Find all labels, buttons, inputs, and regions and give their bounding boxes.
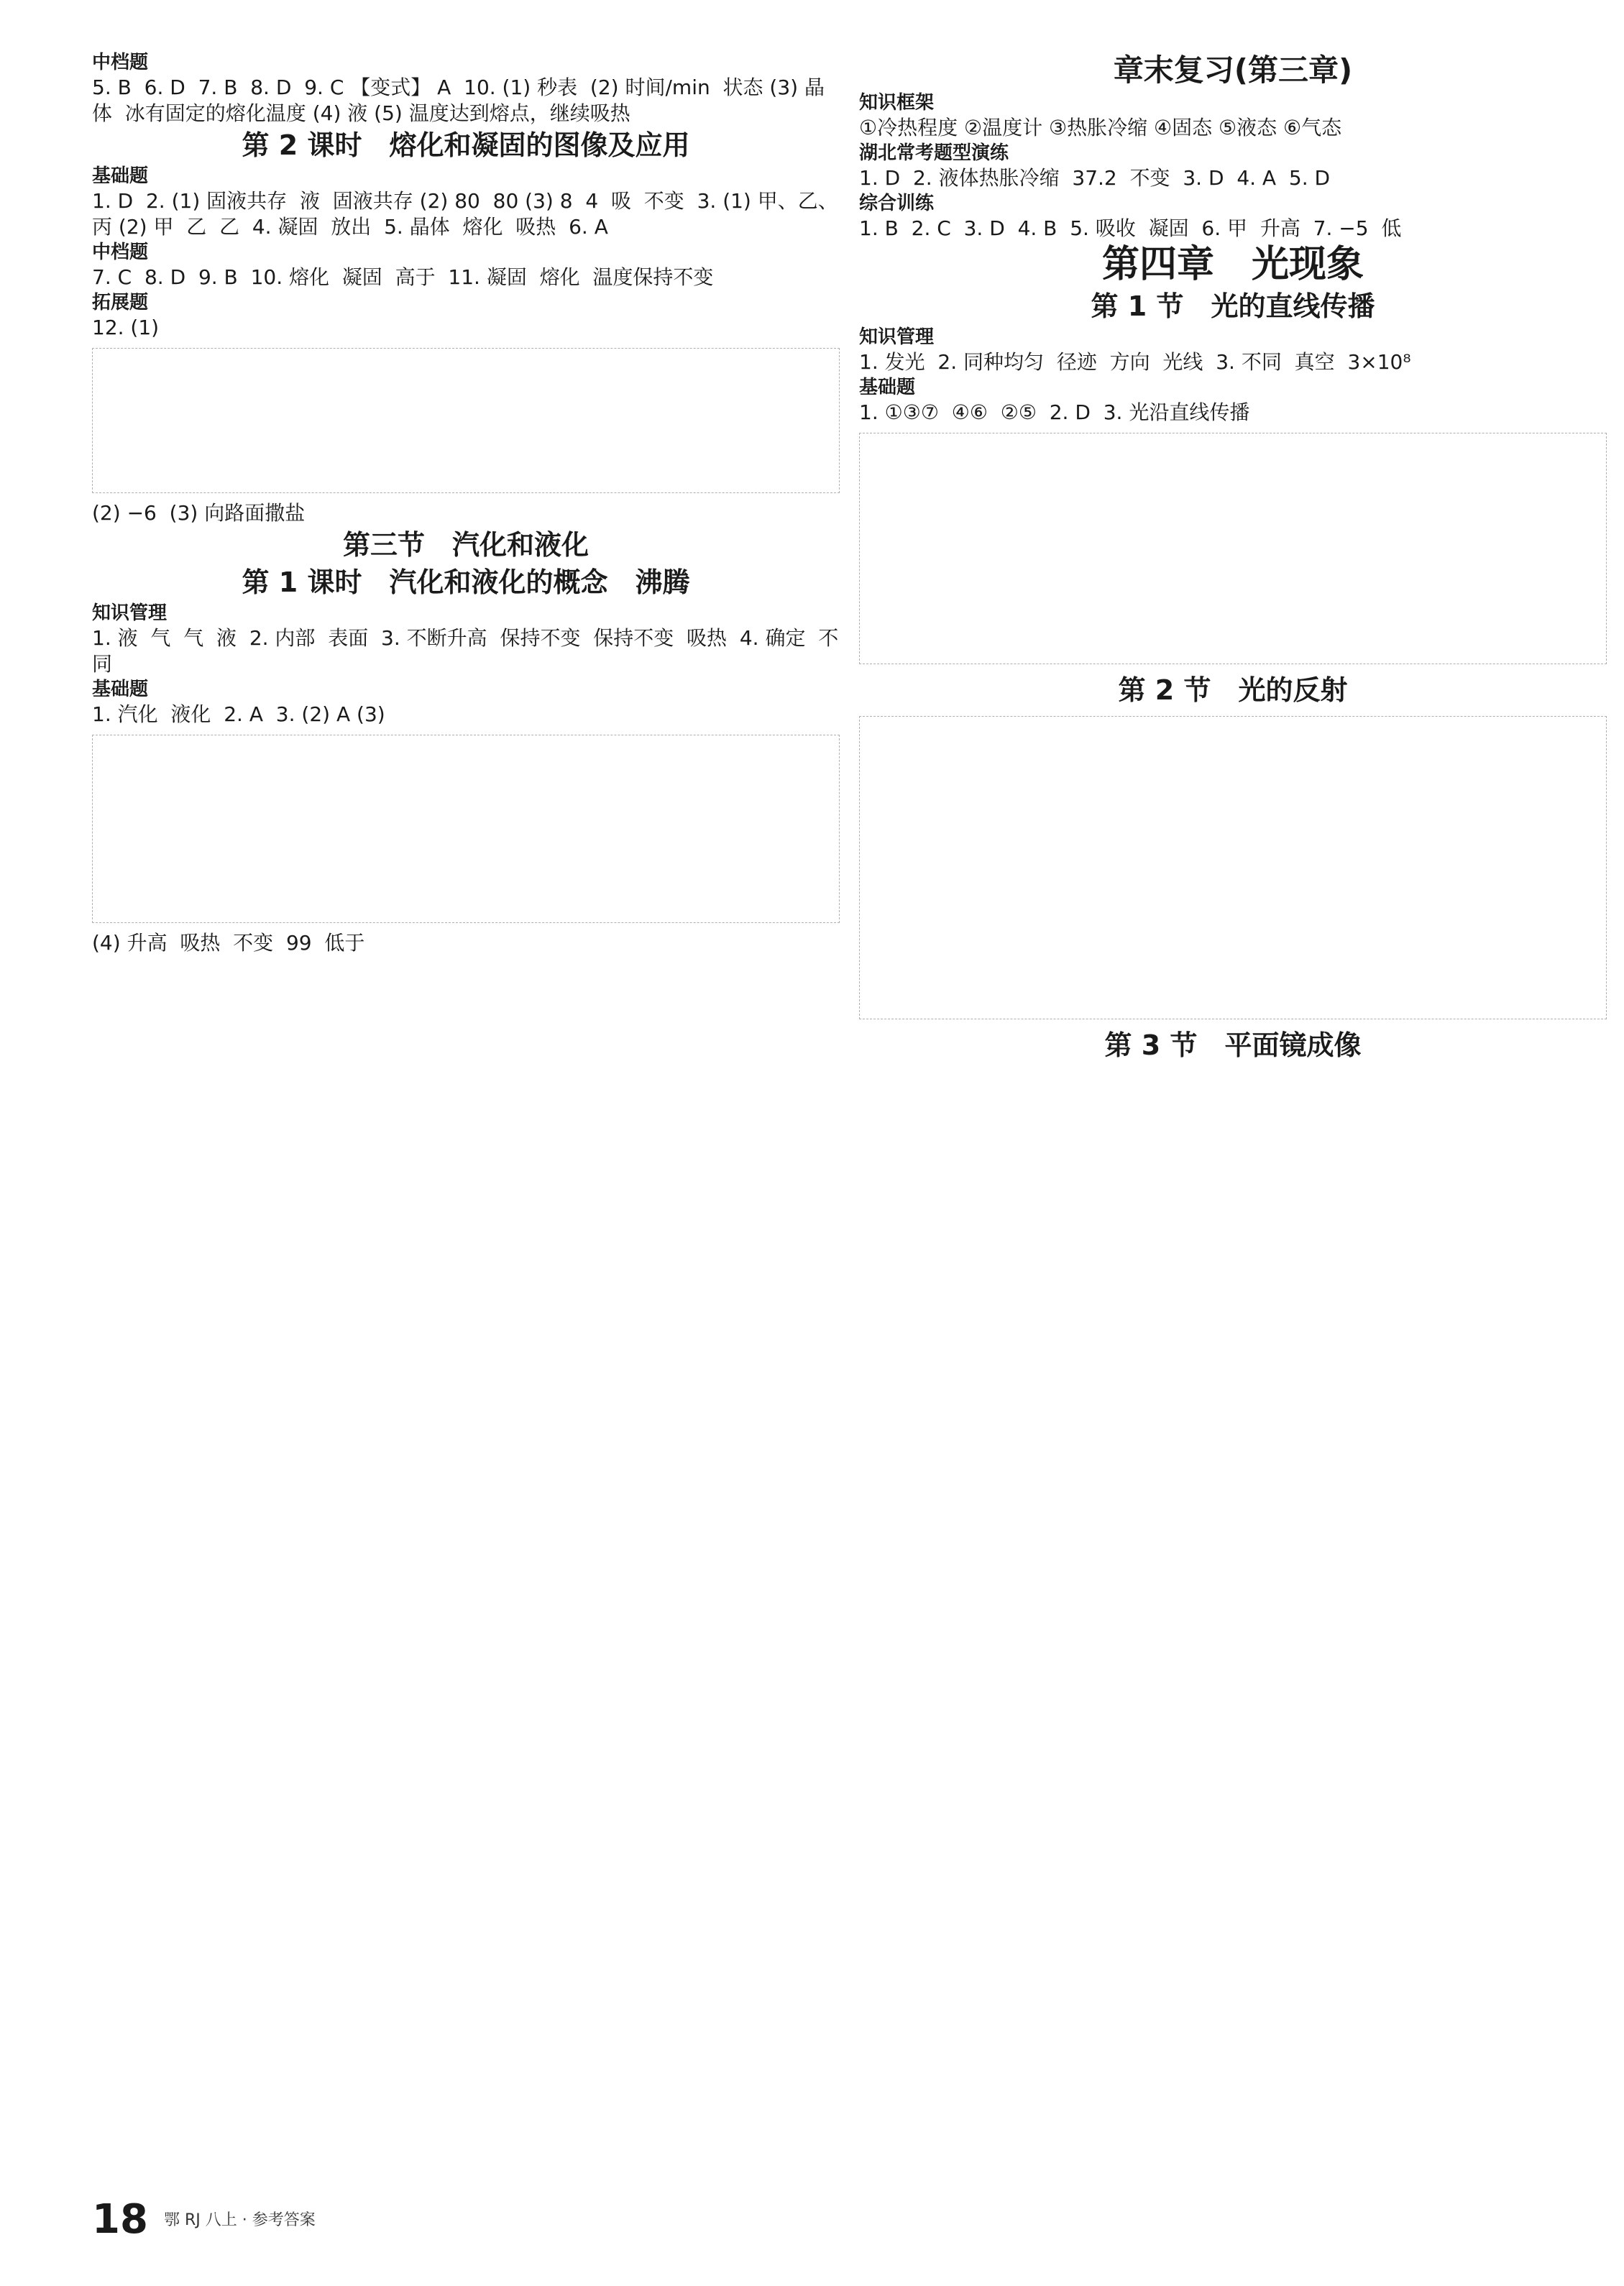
tier-label: 综合训练	[859, 193, 935, 214]
answer-line: 12. (1)	[92, 316, 160, 339]
answer-line: 1. D 2. 液体热胀冷缩 37.2 不变 3. D 4. A 5. D	[859, 166, 1331, 190]
chapter-heading: 第四章 光现象	[1101, 243, 1364, 286]
tier-label: 知识管理	[859, 326, 935, 348]
tier-label: 基础题	[92, 679, 149, 700]
section-heading: 第 1 节 光的直线传播	[1091, 290, 1375, 322]
temperature-time-graph	[92, 348, 840, 493]
answer-line: 1. 发光 2. 同种均匀 径迹 方向 光线 3. 不同 真空 3×10⁸	[859, 350, 1411, 374]
answer-line: (2) −6 (3) 向路面撒盐	[92, 501, 306, 525]
answer-line: 1. D 2. (1) 固液共存 液 固液共存 (2) 80 80 (3) 8 4 吸 不变 3. (1) 甲、乙、丙 (2) 甲 乙 乙 4. 凝固 放出 5. 晶体 熔化 吸热 6. A	[92, 189, 838, 239]
tier-label: 中档题	[92, 52, 149, 73]
tier-label: 中档题	[92, 242, 149, 263]
tier-label: 拓展题	[92, 292, 149, 313]
answer-line: 1. B 2. C 3. D 4. B 5. 吸收 凝固 6. 甲 升高 7. −5 低	[859, 216, 1402, 240]
tier-label: 基础题	[92, 165, 149, 187]
tier-label: 知识管理	[92, 602, 168, 624]
answer-line: 1. 汽化 液化 2. A 3. (2) A (3)	[92, 702, 385, 726]
answer-line: ①冷热程度 ②温度计 ③热胀冷缩 ④固态 ⑤液态 ⑥气态	[859, 116, 1342, 139]
answer-line: 7. C 8. D 9. B 10. 熔化 凝固 高于 11. 凝固 熔化 温度保持不变	[92, 265, 714, 289]
section-heading: 第三节 汽化和液化	[342, 529, 589, 561]
lesson-heading: 第 1 课时 汽化和液化的概念 沸腾	[242, 566, 690, 598]
right-column	[859, 50, 1607, 1064]
answer-line: 5. B 6. D 7. B 8. D 9. C 【变式】 A 10. (1) 秒表 (2) 时间/min 状态 (3) 晶体 冰有固定的熔化温度 (4) 液 (5) 温度达到熔点，继续吸热	[92, 75, 825, 125]
answer-line: (4) 升高 吸热 不变 99 低于	[92, 931, 365, 955]
light-diagram	[859, 433, 1607, 664]
lesson-heading: 第 2 课时 熔化和凝固的图像及应用	[242, 129, 690, 161]
page-number: 18	[92, 2196, 148, 2243]
boiling-graph	[92, 735, 840, 923]
footer-note: 鄂 RJ 八上 · 参考答案	[164, 2211, 316, 2229]
section-heading: 第 2 节 光的反射	[1118, 674, 1348, 706]
review-title: 章末复习(第三章)	[1113, 52, 1353, 88]
answer-line: 1. 液 气 气 液 2. 内部 表面 3. 不断升高 保持不变 保持不变 吸热 4. 确定 不同	[92, 626, 839, 676]
tier-label: 基础题	[859, 377, 916, 398]
reflection-diagram	[859, 716, 1607, 1019]
tier-label: 湖北常考题型演练	[859, 142, 1009, 164]
tier-label: 知识框架	[859, 92, 935, 114]
left-column	[92, 50, 840, 956]
section-heading: 第 3 节 平面镜成像	[1104, 1029, 1362, 1061]
answer-line: 1. ①③⑦ ④⑥ ②⑤ 2. D 3. 光沿直线传播	[859, 400, 1250, 424]
